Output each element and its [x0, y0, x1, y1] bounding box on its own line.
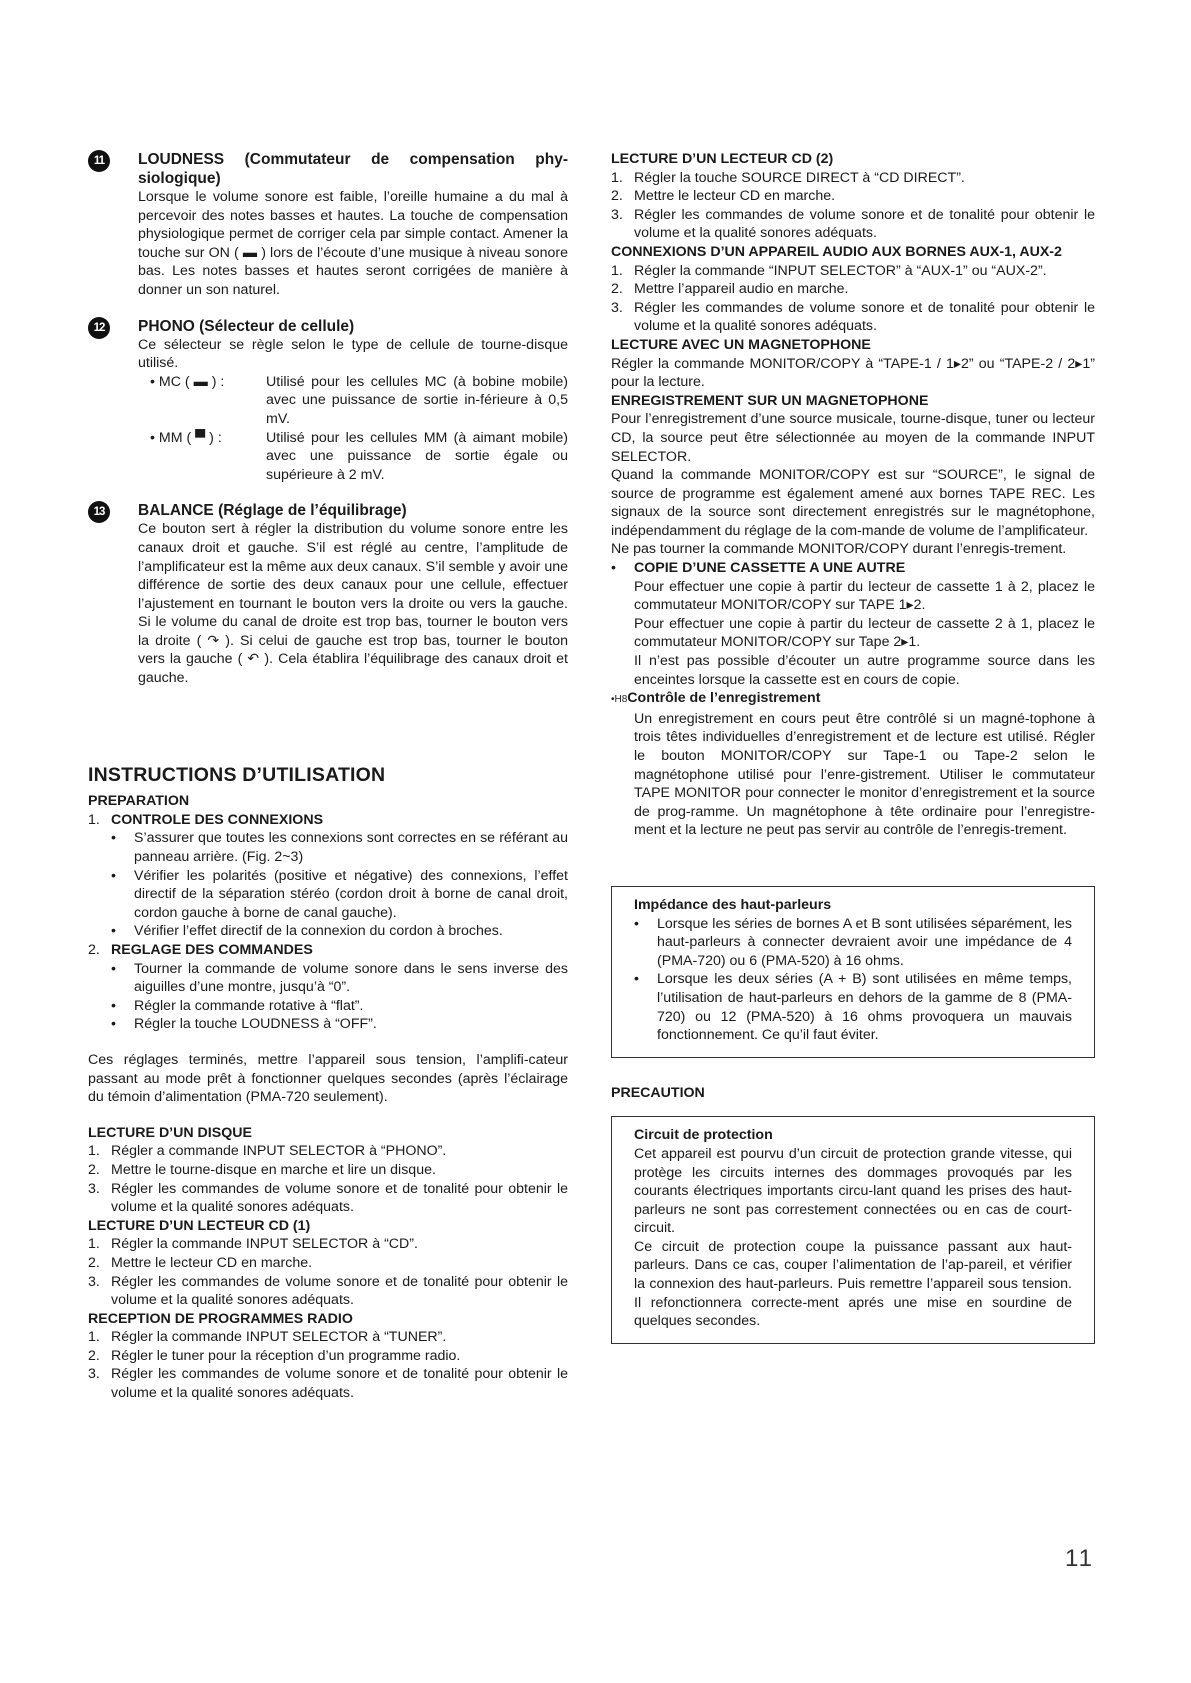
- list-item: • Régler la touche LOUDNESS à “OFF”.: [111, 1015, 568, 1034]
- list-item: 2. Mettre le lecteur CD en marche.: [611, 187, 1095, 206]
- list-item-text: Régler les commandes de volume sonore et de tonalité pour obtenir le volume et la qualité sonores adéquats.: [634, 206, 1095, 242]
- reglage-title: REGLAGE DES COMMANDES: [111, 942, 313, 958]
- list-item-text: Régler les commandes de volume sonore et de tonalité pour obtenir le volume et la qualité sonores adéquats.: [111, 1180, 568, 1216]
- phono-body: Ce sélecteur se règle selon le type de cellule de tourne-disque utilisé.: [138, 336, 568, 372]
- page-number: 11: [1065, 1545, 1094, 1572]
- mm-label: • MM ( ▀ ) :: [150, 429, 222, 446]
- item-number-11: 11: [88, 150, 110, 172]
- reglage-list: [88, 960, 568, 1034]
- list-item-text: S’assurer que toutes les connexions sont correctes en se référant au panneau arrière. (Fig. 2~3): [134, 830, 568, 866]
- list-item-text: Régler la commande rotative à “flat”.: [134, 997, 364, 1014]
- enregistrement-p1: Pour l’enregistrement d’une source musicale, tourne-disque, tuner ou lecteur CD, la source peut être sélectionnée au moyen de la commande INPUT SELECTOR.: [611, 411, 1095, 465]
- enregistrement-p3: Ne pas tourner la commande MONITOR/COPY durant l’enregis-trement.: [611, 541, 1067, 558]
- circuit-p2: Ce circuit de protection coupe la puissance passant aux haut-parleurs. Dans ce cas, couper l’alimentation de l’ap-pareil, et vérifier la connexion des haut-parleurs. Puis remettre l’appareil sous tension. Il refonctionnera correcte-ment aprés une mise en sourdine de quelques secondes.: [634, 1238, 1072, 1330]
- reglage-heading: [88, 941, 568, 960]
- list-item-text: Régler les commandes de volume sonore et de tonalité pour obtenir le volume et la qualité sonores adéquats.: [634, 299, 1095, 335]
- section-loudness: [88, 150, 568, 300]
- list-item: • Vérifier les polarités (positive et négative) des connexions, l’effet directif de la séparation stéréo (cordon droit à borne de canal droit, cordon gauche à borne de canal gauche).: [111, 867, 568, 921]
- list-item: 2. Mettre le tourne-disque en marche et lire un disque.: [88, 1161, 568, 1180]
- mm-text: Utilisé pour les cellules MM (à aimant mobile) avec une puissance de sortie égale ou supérieure à 2 mV.: [266, 429, 568, 483]
- phono-mm-row: [150, 429, 568, 485]
- balance-body: Ce bouton sert à régler la distribution du volume sonore entre les canaux droit et gauche. S’il est réglé au centre, l’amplitude de l’amplificateur est la même aux deux canaux. S’il semble y avoir une différence de sortie des deux canaux pour une cellule, effectuer l’ajustement en tournant le bouton vers la droite ou vers la gauche. Si le volume du canal de droite est trop bas, tourner le bouton vers la droite ( ↷ ). Si celui de gauche est trop bas, tourner le bouton vers la gauche ( ↶ ). Cela établira l’équilibrage des canaux droit et gauche.: [138, 521, 568, 687]
- disque-heading: LECTURE D’UN DISQUE: [88, 1124, 252, 1141]
- circuit-p1: Cet appareil est pourvu d’un circuit de protection grande vitesse, qui protège les circuits internes des dommages provoqués par les courants électriques importants circu-lant quand les prises des haut-parleurs ne sont pas correstement connectées ou en cas de court-circuit.: [634, 1145, 1072, 1237]
- list-item: • S’assurer que toutes les connexions sont correctes en se référant au panneau arrière. (Fig. 2~3): [111, 830, 568, 866]
- mc-label: • MC ( ▬ ) :: [150, 373, 225, 390]
- list-item-text: Régler les commandes de volume sonore et de tonalité pour obtenir le volume et la qualité sonores adéquats.: [111, 1273, 568, 1309]
- phono-mc-row: [150, 373, 568, 429]
- list-item: 2. Régler le tuner pour la réception d’un programme radio.: [88, 1347, 568, 1366]
- list-item: 1. Régler la commande “INPUT SELECTOR” à “AUX-1” ou “AUX-2”.: [611, 262, 1095, 281]
- list-item: 3. Régler les commandes de volume sonore et de tonalité pour obtenir le volume et la qualité sonores adéquats.: [88, 1273, 568, 1309]
- list-item-text: Tourner la commande de volume sonore dans le sens inverse des aiguilles d’une montre, jusqu’à “0”.: [134, 960, 568, 996]
- list-item-text: Régler la commande INPUT SELECTOR à “TUNER”.: [111, 1329, 447, 1346]
- reglage-number: 2.: [88, 942, 100, 958]
- aux-heading: CONNEXIONS D’UN APPAREIL AUDIO AUX BORNES AUX-1, AUX-2: [611, 243, 1062, 260]
- list-item: 3. Régler les commandes de volume sonore et de tonalité pour obtenir le volume et la qualité sonores adéquats.: [611, 299, 1095, 335]
- list-item: 3. Régler les commandes de volume sonore et de tonalité pour obtenir le volume et la qualité sonores adéquats.: [88, 1366, 568, 1402]
- list-item-text: Vérifier l’effet directif de la connexion du cordon à broches.: [134, 923, 503, 940]
- list-item: • Régler la commande rotative à “flat”.: [111, 997, 568, 1016]
- precaution-heading: PRECAUTION: [611, 1084, 705, 1101]
- list-item: 1. Régler la touche SOURCE DIRECT à “CD DIRECT”.: [611, 169, 1095, 188]
- list-item-text: Mettre le tourne-disque en marche et lire un disque.: [111, 1161, 436, 1178]
- copie-p3: Il n’est pas possible d’écouter un autre programme source dans les enceintes lorsque la cassette est en cours de copie.: [634, 653, 1095, 688]
- list-item-text: Régler la touche LOUDNESS à “OFF”.: [134, 1016, 377, 1033]
- magnetophone-body: Régler la commande MONITOR/COPY à “TAPE-1 / 1▸2” ou “TAPE-2 / 2▸1” pour la lecture.: [611, 355, 1095, 391]
- list-item: • Lorsque les séries de bornes A et B sont utilisées séparément, les haut-parleurs à connecter devraient avoir une impédance de 4 (PMA-720) ou 6 (PMA-520) à 16 ohms.: [634, 915, 1072, 969]
- instructions-heading: INSTRUCTIONS D’UTILISATION: [88, 763, 386, 786]
- list-item-text: Lorsque les deux séries (A + B) sont utilisées en même temps, l’utilisation de haut-parleurs en dehors de la gamme de 8 (PMA-720) ou 12 (PMA-520) à 16 ohms provoquera un mauvais fonctionnement. Ce qu’il faut éviter.: [657, 971, 1072, 1044]
- impedance-box: [611, 886, 1095, 1058]
- item-number-12: 12: [88, 317, 110, 339]
- list-item-text: Mettre le lecteur CD en marche.: [634, 188, 836, 205]
- phono-title: PHONO (Sélecteur de cellule): [138, 317, 355, 335]
- list-item: 1. Régler la commande INPUT SELECTOR à “TUNER”.: [88, 1328, 568, 1347]
- copie-heading: • COPIE D’UNE CASSETTE A UNE AUTRE: [611, 559, 1095, 578]
- enregistrement-p2: Quand la commande MONITOR/COPY est sur “SOURCE”, le signal de source de programme est également amené aux bornes TAPE REC. Les signaux de la source sont directement enregistrés sur le magnétophone, indépendamment du réglage de la com-mande de volume de l’amplificateur.: [611, 467, 1095, 539]
- list-item-text: Régler le tuner pour la réception d’un programme radio.: [111, 1347, 461, 1364]
- list-item: 3. Régler les commandes de volume sonore et de tonalité pour obtenir le volume et la qualité sonores adéquats.: [611, 206, 1095, 242]
- loudness-title: LOUDNESS (Commutateur de compensation phy-siologique): [138, 151, 568, 187]
- list-item: • Vérifier l’effet directif de la connexion du cordon à broches.: [111, 922, 568, 941]
- preparation-heading: PREPARATION: [88, 793, 190, 810]
- copie-p1: Pour effectuer une copie à partir du lecteur de cassette 1 à 2, placez le commutateur MONITOR/COPY sur TAPE 1▸2.: [634, 578, 1095, 614]
- list-item-text: Vérifier les polarités (positive et négative) des connexions, l’effet directif de la séparation stéréo (cordon droit à borne de canal droit, cordon gauche à borne de canal gauche).: [134, 867, 568, 921]
- list-item-text: Mettre le lecteur CD en marche.: [111, 1254, 313, 1271]
- list-item-text: Régler les commandes de volume sonore et de tonalité pour obtenir le volume et la qualité sonores adéquats.: [111, 1366, 568, 1402]
- list-item: 1. Régler a commande INPUT SELECTOR à “PHONO”.: [88, 1142, 568, 1161]
- list-item: 3. Régler les commandes de volume sonore et de tonalité pour obtenir le volume et la qualité sonores adéquats.: [88, 1180, 568, 1216]
- enregistrement-heading: ENREGISTREMENT SUR UN MAGNETOPHONE: [611, 392, 929, 409]
- radio-heading: RECEPTION DE PROGRAMMES RADIO: [88, 1310, 353, 1327]
- copie-title: COPIE D’UNE CASSETTE A UNE AUTRE: [634, 560, 906, 577]
- list-item: • Lorsque les deux séries (A + B) sont utilisées en même temps, l’utilisation de haut-parleurs en dehors de la gamme de 8 (PMA-720) ou 12 (PMA-520) à 16 ohms provoquera un mauvais fonctionnement. Ce qu’il faut éviter.: [634, 971, 1072, 1044]
- cd1-heading: LECTURE D’UN LECTEUR CD (1): [88, 1217, 311, 1234]
- controle-number: 1.: [88, 811, 100, 828]
- controle-heading: [88, 811, 568, 830]
- section-balance: [88, 501, 568, 687]
- controle-title: CONTROLE DES CONNEXIONS: [111, 811, 324, 828]
- item-number-13: 13: [88, 501, 110, 523]
- list-item: 2. Mettre l’appareil audio en marche.: [611, 280, 1095, 299]
- copie-p2: Pour effectuer une copie à partir du lecteur de cassette 2 à 1, placez le commutateur MONITOR/COPY sur Tape 2▸1.: [634, 615, 1095, 651]
- section-phono: [88, 317, 568, 485]
- impedance-title: Impédance des haut-parleurs: [634, 896, 832, 913]
- list-item-text: Régler la touche SOURCE DIRECT à “CD DIRECT”.: [634, 169, 965, 186]
- left-column: [88, 150, 568, 1403]
- balance-title: BALANCE (Réglage de l’équilibrage): [138, 502, 407, 520]
- copie-body: [611, 578, 1095, 690]
- cd2-heading: LECTURE D’UN LECTEUR CD (2): [611, 151, 834, 167]
- list-item-text: Régler la commande “INPUT SELECTOR” à “AUX-1” ou “AUX-2”.: [634, 262, 1047, 279]
- mc-text: Utilisé pour les cellules MC (à bobine mobile) avec une puissance de sortie in-férieure à 0,5 mV.: [266, 373, 568, 427]
- list-item-text: Mettre l’appareil audio en marche.: [634, 281, 849, 298]
- controle-enregistrement-heading: [611, 689, 1095, 710]
- list-item-text: Régler la commande INPUT SELECTOR à “CD”.: [111, 1236, 418, 1253]
- list-item: • Tourner la commande de volume sonore dans le sens inverse des aiguilles d’une montre, jusqu’à “0”.: [111, 960, 568, 996]
- circuit-title: Circuit de protection: [634, 1127, 773, 1144]
- list-item-text: Régler a commande INPUT SELECTOR à “PHONO”.: [111, 1143, 447, 1160]
- controle-list: [88, 829, 568, 941]
- controle-marker: •H8: [611, 694, 628, 706]
- list-item: 1. Régler la commande INPUT SELECTOR à “CD”.: [88, 1235, 568, 1254]
- after-reglage-text: Ces réglages terminés, mettre l’appareil sous tension, l’amplifi-cateur passant au mode prêt à fonctionner quelques secondes (après l’éclairage du témoin d’alimentation (PMA-720 seulement).: [88, 1051, 568, 1106]
- controle-enregistrement-title: Contrôle de l’enregistrement: [627, 690, 821, 707]
- list-item: 2. Mettre le lecteur CD en marche.: [88, 1254, 568, 1273]
- controle-enregistrement-body: Un enregistrement en cours peut être contrôlé si un magné-tophone à trois têtes individuelles d’enregistrement et de lecture est utilisé. Régler le bouton MONITOR/COPY sur Tape-1 ou Tape-2 selon le magnétophone utilisé pour l’enre-gistrement. Utiliser le commutateur TAPE MONITOR pour connecter le monitor d’enregistrement et la source de prog-ramme. Un magnétophone à tête ordinaire pour l’enregistre-ment et la lecture ne peut pas servir au contrôle de l’enregis-trement.: [634, 710, 1095, 839]
- loudness-body: Lorsque le volume sonore est faible, l’oreille humaine a du mal à percevoir des notes basses et hautes. La touche de compensation physiologique permet de corriger cela par simple contact. Amener la touche sur ON ( ▬ ) lors de l’écoute d’une musique à niveau sonore bas. Les notes basses et hautes seront corrigées de manière à donner un son naturel.: [138, 189, 568, 298]
- list-item-text: Lorsque les séries de bornes A et B sont utilisées séparément, les haut-parleurs à connecter devraient avoir une impédance de 4 (PMA-720) ou 6 (PMA-520) à 16 ohms.: [657, 915, 1072, 969]
- circuit-box: [611, 1116, 1095, 1344]
- magnetophone-heading: LECTURE AVEC UN MAGNETOPHONE: [611, 336, 871, 353]
- right-column: [611, 150, 1095, 1344]
